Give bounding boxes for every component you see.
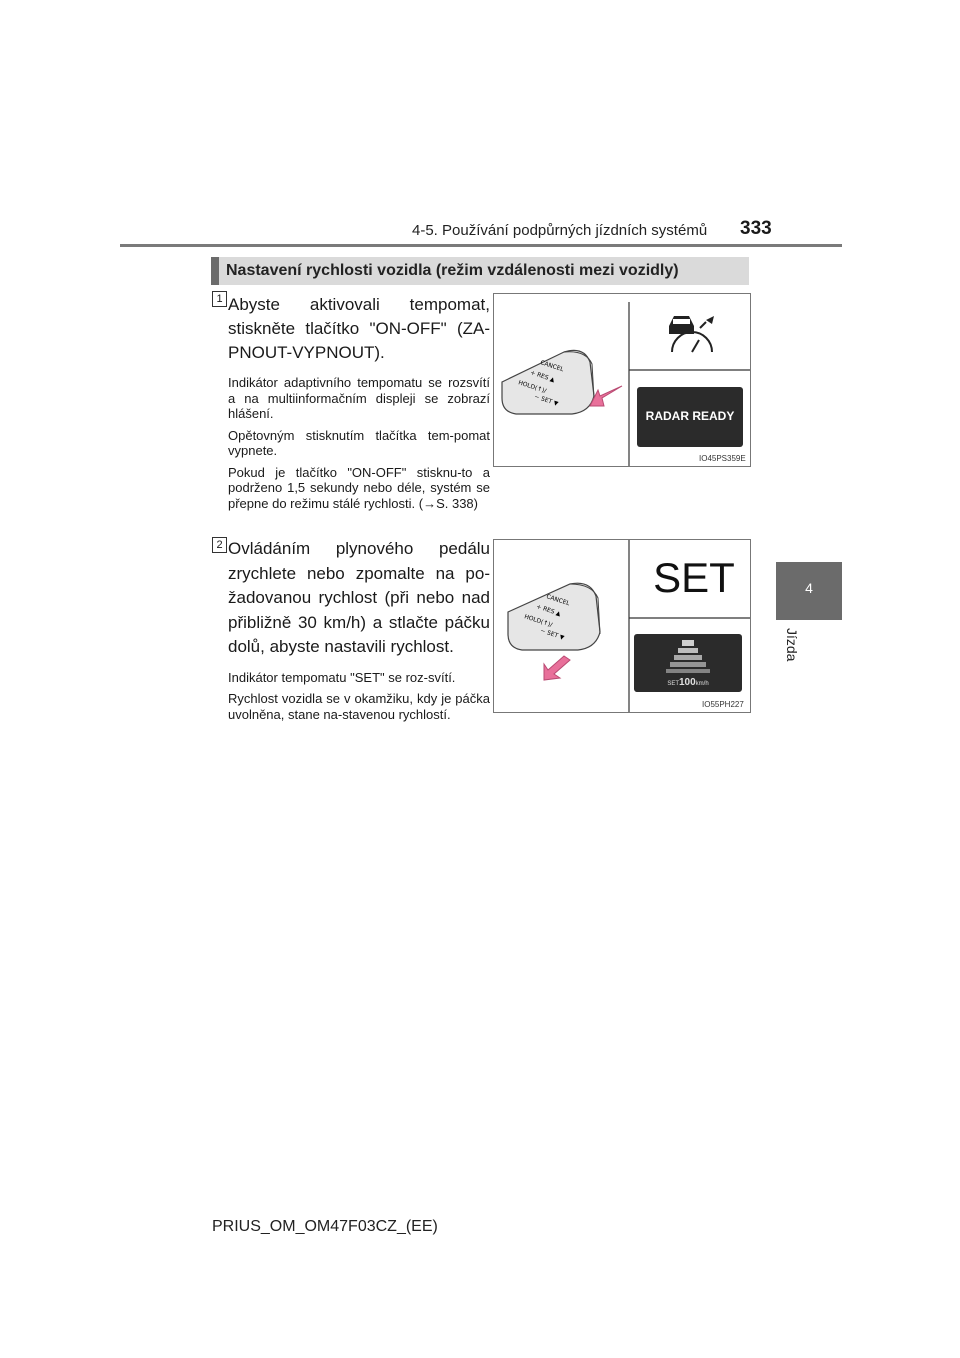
- step-1-text: [228, 293, 490, 517]
- header-rule: [120, 244, 842, 247]
- radar-ready-display: [637, 387, 743, 447]
- chapter-title: 4-5. Používání podpůrných jízdních systémů: [412, 222, 708, 239]
- lever-set-label: − SET ▼: [533, 393, 560, 408]
- section-title: Nastavení rychlosti vozidla (režim vzdálenosti mezi vozidly): [226, 262, 679, 279]
- lever-cancel-label: CANCEL: [545, 593, 571, 608]
- page-number: 333: [740, 218, 772, 239]
- step-2-note: Indikátor tempomatu "SET" se roz-svítí.: [228, 669, 456, 685]
- step-1-note: Indikátor adaptivního tempomatu se rozsvítí a na multiinformačním displeji se zobrazí hlášení.: [228, 375, 490, 421]
- step-2-note: Rychlost vozidla se v okamžiku, kdy je páčka uvolněna, stane na-stavenou rychlostí.: [228, 691, 490, 722]
- section-heading-bar: [211, 257, 749, 285]
- set-indicator-text: SET: [653, 554, 735, 601]
- figure-2: [493, 539, 751, 713]
- lever-set-label: − SET ▼: [539, 627, 566, 642]
- section-accent: [211, 257, 219, 285]
- step-2-text: [228, 537, 490, 728]
- set-speed-prefix: SET: [667, 681, 679, 687]
- document-id: PRIUS_OM_OM47F03CZ_(EE): [212, 1218, 438, 1235]
- set-speed-value: 100: [678, 677, 696, 688]
- set-speed-display: [634, 634, 742, 692]
- set-speed-readout: [634, 677, 742, 688]
- lever-cancel-label: CANCEL: [539, 359, 565, 374]
- step-number-2: 2: [212, 537, 227, 553]
- step-1-note: Opětovným stisknutím tlačítka tem-pomat vypnete.: [228, 427, 490, 458]
- step-number-1: 1: [212, 291, 227, 307]
- step-2-main: Ovládáním plynového pedálu zrychlete nebo zpomalte na po-žadovanou rychlost (při nebo nad přibližně 30 km/h) a stlačte páčku dolů, abyste nastavili rychlost.: [228, 539, 490, 656]
- set-speed-unit: km/h: [695, 681, 709, 687]
- lever-hold-label: HOLD(↑)/: [523, 613, 554, 629]
- lever-res-label: + RES ▲: [529, 369, 556, 384]
- step-1-main: Abyste aktivovali tempomat, stiskněte tlačítko "ON-OFF" (ZA-PNOUT-VYPNOUT).: [228, 295, 490, 362]
- figure-2-code: IO55PH227: [702, 700, 744, 709]
- figure-1: [493, 293, 751, 467]
- side-tab-number: 4: [805, 580, 813, 596]
- step-1-note: Pokud je tlačítko "ON-OFF" stisknu-to a podrženo 1,5 sekundy nebo déle, systém se přepne do režimu stálé rychlosti. (→S. 338): [228, 464, 490, 511]
- lever-res-label: + RES ▲: [535, 603, 562, 618]
- radar-ready-text: RADAR READY: [645, 409, 735, 423]
- side-tab-label: Jízda: [784, 628, 800, 662]
- lever-hold-label: HOLD(↑)/: [517, 379, 548, 395]
- figure-1-code: IO45PS359E: [699, 454, 746, 463]
